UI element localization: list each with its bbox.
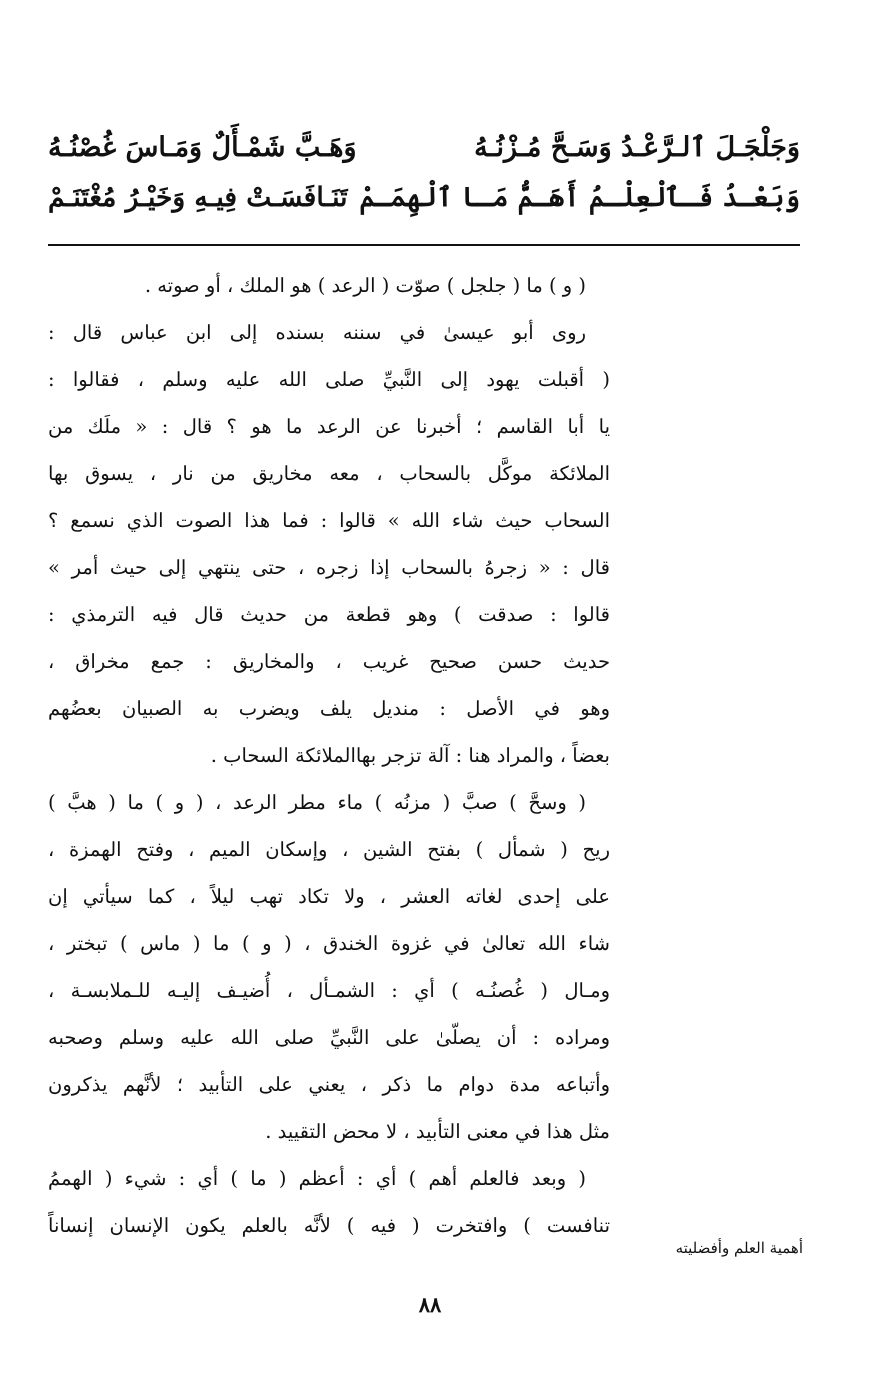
text-line: شاء الله تعالىٰ في غزوة الخندق ، ( و ) ما ( ماس ) تبختر ، [48, 932, 610, 955]
text-line: وأتباعه مدة دوام ما ذكر ، يعني على التأبيد ؛ لأنَّهم يذكرون [48, 1073, 610, 1096]
text-line: ( وبعد فالعلم أهم ) أي : أعظم ( ما ) أي : شيء ( الهممُ [48, 1167, 586, 1190]
text-line: بعضاً ، والمراد هنا : آلة تزجر بهاالملائكة السحاب . [210, 744, 610, 767]
verse-hemistich-right: وَجَلْجَـلَ ٱلـرَّعْـدُ وَسَـحَّ مُـزْنُـهُ [474, 131, 800, 163]
text-line: السحاب حيث شاء الله » قالوا : فما هذا الصوت الذي نسمع ؟ [48, 509, 610, 532]
text-line: الملائكة موكَّل بالسحاب ، معه مخاريق من نار ، يسوق بها [48, 462, 610, 485]
text-line: حديث حسن صحيح غريب ، والمخاريق : جمع مخراق ، [48, 650, 610, 673]
text-line: روى أبو عيسىٰ في سننه بسنده إلى ابن عباس قال : [48, 321, 587, 344]
text-line: ( و ) ما ( جلجل ) صوّت ( الرعد ) هو الملك ، أو صوته . [144, 274, 586, 297]
text-line: ومراده : أن يصلّىٰ على النَّبيِّ صلى الله عليه وسلم وصحبه [48, 1026, 610, 1049]
verse-line [48, 122, 800, 172]
text-line: وهو في الأصل : منديل يلف ويضرب به الصبيان بعضُهم [48, 697, 610, 720]
verse-hemistich-right: وَبَعْـدُ فَـٱلْعِلْـمُ أَهَـمُّ مَـا ٱلْهِمَـمْ [359, 181, 800, 213]
text-line: ( وسحَّ ) صبَّ ( مزنُه ) ماء مطر الرعد ، ( و ) ما ( هبَّ ) [48, 791, 586, 814]
text-line: ( أقبلت يهود إلى النَّبيِّ صلى الله عليه وسلم ، فقالوا : [48, 368, 610, 391]
verse-block [48, 122, 800, 222]
text-line: ومـال ( غُصنُـه ) أي : الشمـأل ، أُضيـف إليـه للـملابسـة ، [48, 979, 610, 1002]
text-line: قال : « زجرهُ بالسحاب إذا زجره ، حتى ينتهي إلى حيث أمر » [48, 556, 610, 579]
page-number: ٨٨ [418, 1292, 442, 1317]
text-line: مثل هذا في معنى التأبيد ، لا محض التقييد . [265, 1120, 610, 1143]
text-line: يا أبا القاسم ؛ أخبرنا عن الرعد ما هو ؟ قال : « ملَك من [48, 415, 610, 438]
text-line: على إحدى لغاته العشر ، ولا تكاد تهب ليلاً ، كما سيأتي إن [48, 885, 610, 908]
separator-rule [48, 244, 800, 246]
commentary-text [48, 262, 610, 1249]
text-line: ريح ( شمأل ) بفتح الشين ، وإسكان الميم ، وفتح الهمزة ، [48, 838, 610, 861]
verse-hemistich-left: وَهَـبَّ شَمْـأَلٌ وَمَـاسَ غُصْنُـهُ [48, 131, 357, 163]
verse-hemistich-left: تَنَـافَسَـتْ فِيـهِ وَخَيْـرُ مُغْتَنَـمْ [48, 181, 348, 213]
margin-note: أهمية العلم وأفضليته [675, 1239, 803, 1257]
text-line: قالوا : صدقت ) وهو قطعة من حديث قال فيه الترمذي : [48, 603, 610, 626]
text-line: تنافست ) وافتخرت ( فيه ) لأنَّه بالعلم يكون الإنسان إنساناً [48, 1214, 610, 1237]
verse-line [48, 172, 800, 222]
